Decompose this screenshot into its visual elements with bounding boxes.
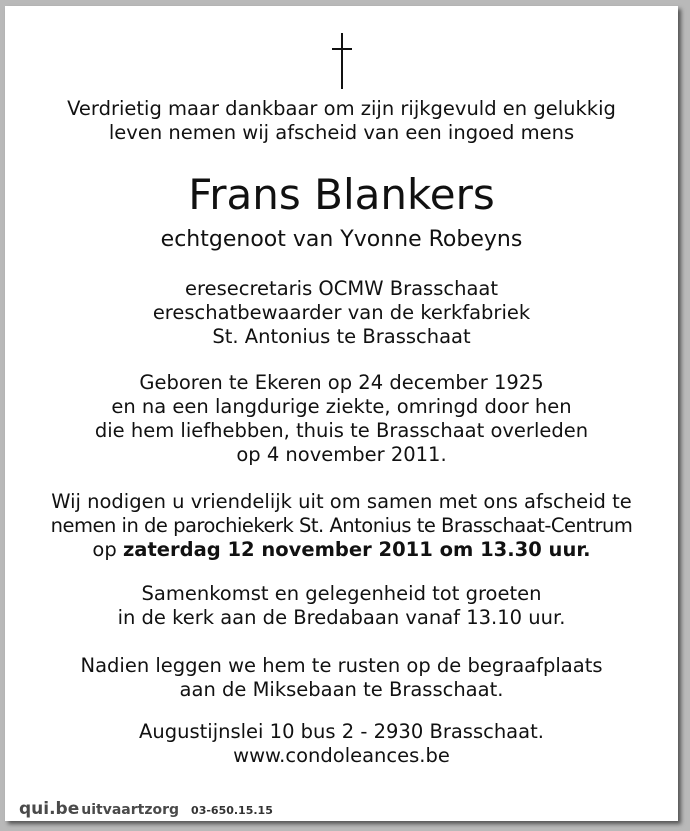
burial-line: Nadien leggen we hem te rusten op de begraafplaats [80, 654, 603, 677]
obituary-card [5, 6, 678, 821]
honorary-titles [5, 277, 678, 349]
phone-number: 03-650.15.15 [191, 804, 273, 817]
bio-line: en na een langdurige ziekte, omringd door hen [111, 395, 572, 418]
contact-info [5, 720, 678, 768]
ceremony-line: nemen in de parochiekerk St. Antonius te Brasschaat-Centrum [50, 514, 633, 537]
brand-logo: qui.be [19, 799, 80, 819]
ceremony-date: zaterdag 12 november 2011 om 13.30 uur. [122, 538, 591, 561]
ceremony-line: Wij nodigen u vriendelijk uit om samen met ons afscheid te [51, 490, 632, 513]
burial-line: aan de Miksebaan te Brasschaat. [179, 678, 504, 701]
burial-info [5, 654, 678, 702]
bio-line: die hem liefhebben, thuis te Brasschaat overleden [94, 419, 589, 442]
intro-line: Verdrietig maar dankbaar om zijn rijkgevuld en gelukkig [67, 97, 616, 120]
bio-line: Geboren te Ekeren op 24 december 1925 [139, 371, 544, 394]
gathering-info [5, 582, 678, 630]
cross-icon [332, 33, 352, 89]
title-line: St. Antonius te Brasschaat [212, 325, 471, 348]
ceremony-invitation [5, 490, 678, 562]
bio-line: op 4 november 2011. [236, 443, 447, 466]
title-line: eresecretaris OCMW Brasschaat [185, 277, 498, 300]
spouse-line: echtgenoot van Yvonne Robeyns [160, 227, 523, 252]
funeral-service-footer [19, 799, 273, 819]
ceremony-datetime [5, 538, 678, 562]
gathering-line: Samenkomst en gelegenheid tot groeten [141, 582, 542, 605]
website: www.condoleances.be [233, 744, 450, 767]
intro-text [5, 97, 678, 145]
gathering-line: in de kerk aan de Bredabaan vanaf 13.10 uur. [117, 606, 566, 629]
service-label: uitvaartzorg [81, 802, 180, 818]
deceased-name: Frans Blankers [188, 170, 495, 219]
address: Augustijnslei 10 bus 2 - 2930 Brasschaat. [139, 720, 544, 743]
ceremony-prefix: op [92, 538, 117, 561]
biography [5, 371, 678, 467]
intro-line: leven nemen wij afscheid van een ingoed mens [108, 121, 575, 144]
title-line: ereschatbewaarder van de kerkfabriek [152, 301, 531, 324]
